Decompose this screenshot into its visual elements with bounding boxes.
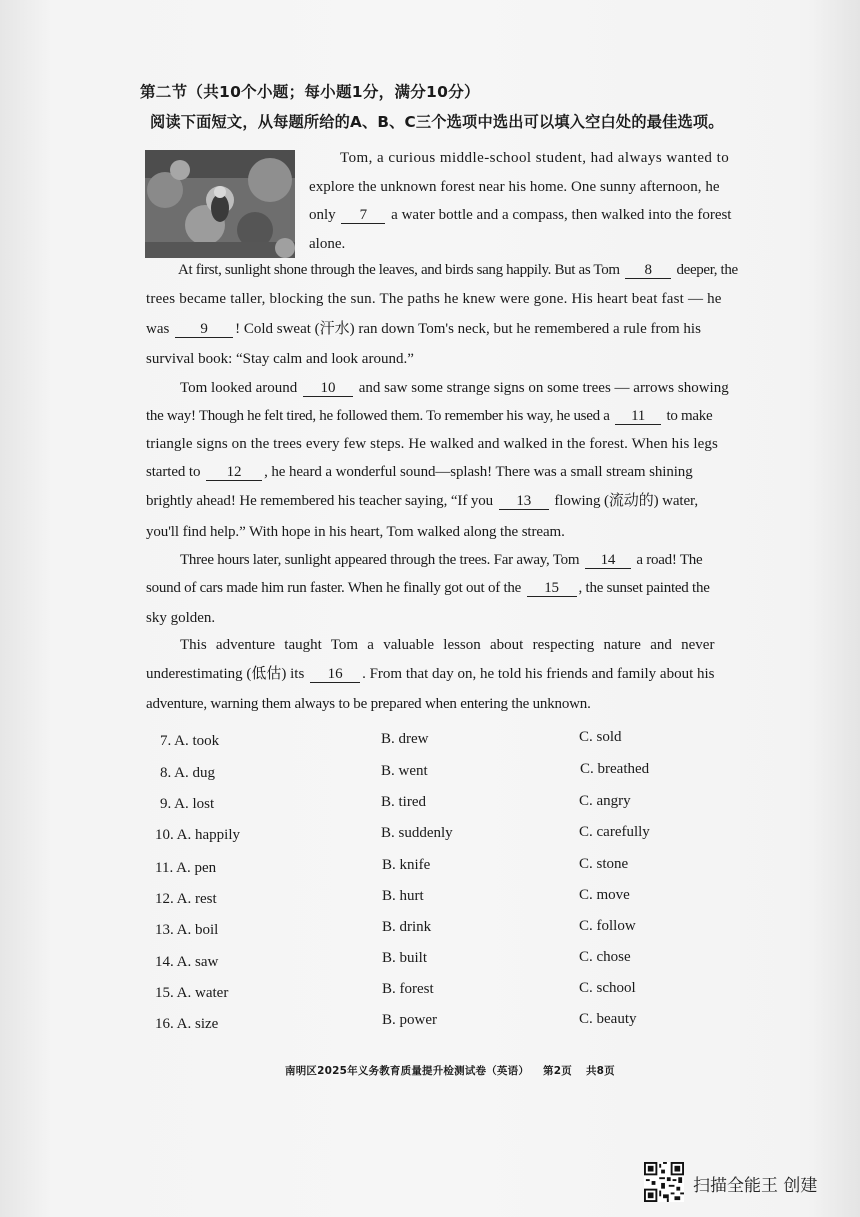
- option-c[interactable]: C. move: [579, 887, 630, 903]
- watermark-text: 扫描全能王 创建: [693, 1176, 818, 1196]
- page-footer: [285, 1063, 615, 1078]
- passage-line: brightly ahead! He remembered his teacher saying, “If you 13 flowing (流动的) water,: [146, 493, 699, 509]
- section-heading: 第二节（共10个小题；每小题1分，满分10分）: [140, 83, 480, 101]
- instruction-text: 阅读下面短文，从每题所给的A、B、C三个选项中选出可以填入空白处的最佳选项。: [150, 113, 724, 131]
- option-b[interactable]: B. drew: [381, 731, 429, 747]
- option-c[interactable]: C. follow: [579, 918, 636, 934]
- passage-line: explore the unknown forest near his home. One sunny afternoon, he: [309, 179, 720, 195]
- blank-14[interactable]: 14: [585, 552, 631, 569]
- option-c[interactable]: C. school: [579, 980, 636, 996]
- footer-page: 第2页: [543, 1065, 572, 1077]
- blank-16[interactable]: 16: [310, 666, 360, 683]
- passage-line: trees became taller, blocking the sun. The paths he knew were gone. His heart beat fast — he: [146, 291, 722, 307]
- option-b[interactable]: B. hurt: [382, 888, 424, 904]
- footer-title: 南明区2025年义务教育质量提升检测试卷（英语）: [285, 1065, 530, 1077]
- option-b[interactable]: B. forest: [382, 981, 434, 997]
- passage-line: the way! Though he felt tired, he followed them. To remember his way, he used a 11 to make: [146, 408, 713, 424]
- blank-15[interactable]: 15: [527, 580, 577, 597]
- option-a[interactable]: 14. A. saw: [155, 954, 219, 970]
- option-c[interactable]: C. carefully: [579, 824, 650, 840]
- blank-7[interactable]: 7: [341, 207, 385, 224]
- passage-line: you'll find help.” With hope in his heart, Tom walked along the stream.: [146, 524, 565, 540]
- blank-8[interactable]: 8: [625, 262, 671, 279]
- passage-line: started to 12 , he heard a wonderful sound—splash! There was a small stream shining: [146, 464, 693, 480]
- blank-12[interactable]: 12: [206, 464, 262, 481]
- passage-line: was 9 ! Cold sweat (汗水) ran down Tom's neck, but he remembered a rule from his: [146, 321, 701, 337]
- passage-line: Tom, a curious middle-school student, had always wanted to: [340, 150, 730, 166]
- option-c[interactable]: C. angry: [579, 793, 631, 809]
- option-b[interactable]: B. knife: [382, 857, 431, 873]
- passage-line: survival book: “Stay calm and look around.”: [146, 351, 414, 367]
- option-a[interactable]: 8. A. dug: [160, 765, 216, 781]
- option-a[interactable]: 9. A. lost: [160, 796, 215, 812]
- option-c[interactable]: C. sold: [579, 729, 622, 745]
- passage-line: triangle signs on the trees every few steps. He walked and walked in the forest. When his legs: [146, 436, 718, 452]
- passage-line: This adventure taught Tom a valuable lesson about respecting nature and never: [180, 637, 715, 653]
- passage-line: At first, sunlight shone through the leaves, and birds sang happily. But as Tom 8 deeper, the: [178, 262, 738, 278]
- option-a[interactable]: 12. A. rest: [155, 891, 217, 907]
- option-b[interactable]: B. tired: [381, 794, 426, 810]
- option-c[interactable]: C. breathed: [580, 761, 650, 777]
- option-a[interactable]: 11. A. pen: [155, 860, 217, 876]
- option-c[interactable]: C. stone: [579, 856, 629, 872]
- passage-line: only 7 a water bottle and a compass, then walked into the forest: [309, 207, 732, 223]
- passage-line: sky golden.: [146, 610, 216, 626]
- blank-13[interactable]: 13: [499, 493, 549, 510]
- passage-line: sound of cars made him run faster. When he finally got out of the 15 , the sunset painted the: [146, 580, 710, 596]
- passage-line: Tom looked around 10 and saw some strange signs on some trees — arrows showing: [180, 380, 729, 396]
- option-a[interactable]: 15. A. water: [155, 985, 229, 1001]
- footer-total: 共8页: [585, 1065, 615, 1077]
- scanner-watermark: [644, 1162, 844, 1202]
- option-c[interactable]: C. chose: [579, 949, 631, 965]
- blank-10[interactable]: 10: [303, 380, 353, 397]
- option-b[interactable]: B. suddenly: [381, 825, 453, 841]
- option-b[interactable]: B. went: [381, 763, 428, 779]
- forest-illustration: [145, 150, 295, 258]
- blank-11[interactable]: 11: [615, 408, 661, 425]
- option-a[interactable]: 10. A. happily: [155, 827, 240, 843]
- passage-line: underestimating (低估) its 16 . From that day on, he told his friends and family about his: [146, 666, 715, 682]
- option-c[interactable]: C. beauty: [579, 1011, 637, 1027]
- passage-line: alone.: [309, 236, 346, 252]
- option-a[interactable]: 13. A. boil: [155, 922, 219, 938]
- passage-line: adventure, warning them always to be prepared when entering the unknown.: [146, 696, 591, 712]
- option-a[interactable]: 16. A. size: [155, 1016, 219, 1032]
- blank-9[interactable]: 9: [175, 321, 233, 338]
- option-b[interactable]: B. power: [382, 1012, 437, 1028]
- passage-line: Three hours later, sunlight appeared through the trees. Far away, Tom 14 a road! The: [180, 552, 703, 568]
- option-b[interactable]: B. drink: [382, 919, 432, 935]
- option-a[interactable]: 7. A. took: [160, 733, 220, 749]
- qr-code-icon: [644, 1162, 684, 1202]
- option-b[interactable]: B. built: [382, 950, 428, 966]
